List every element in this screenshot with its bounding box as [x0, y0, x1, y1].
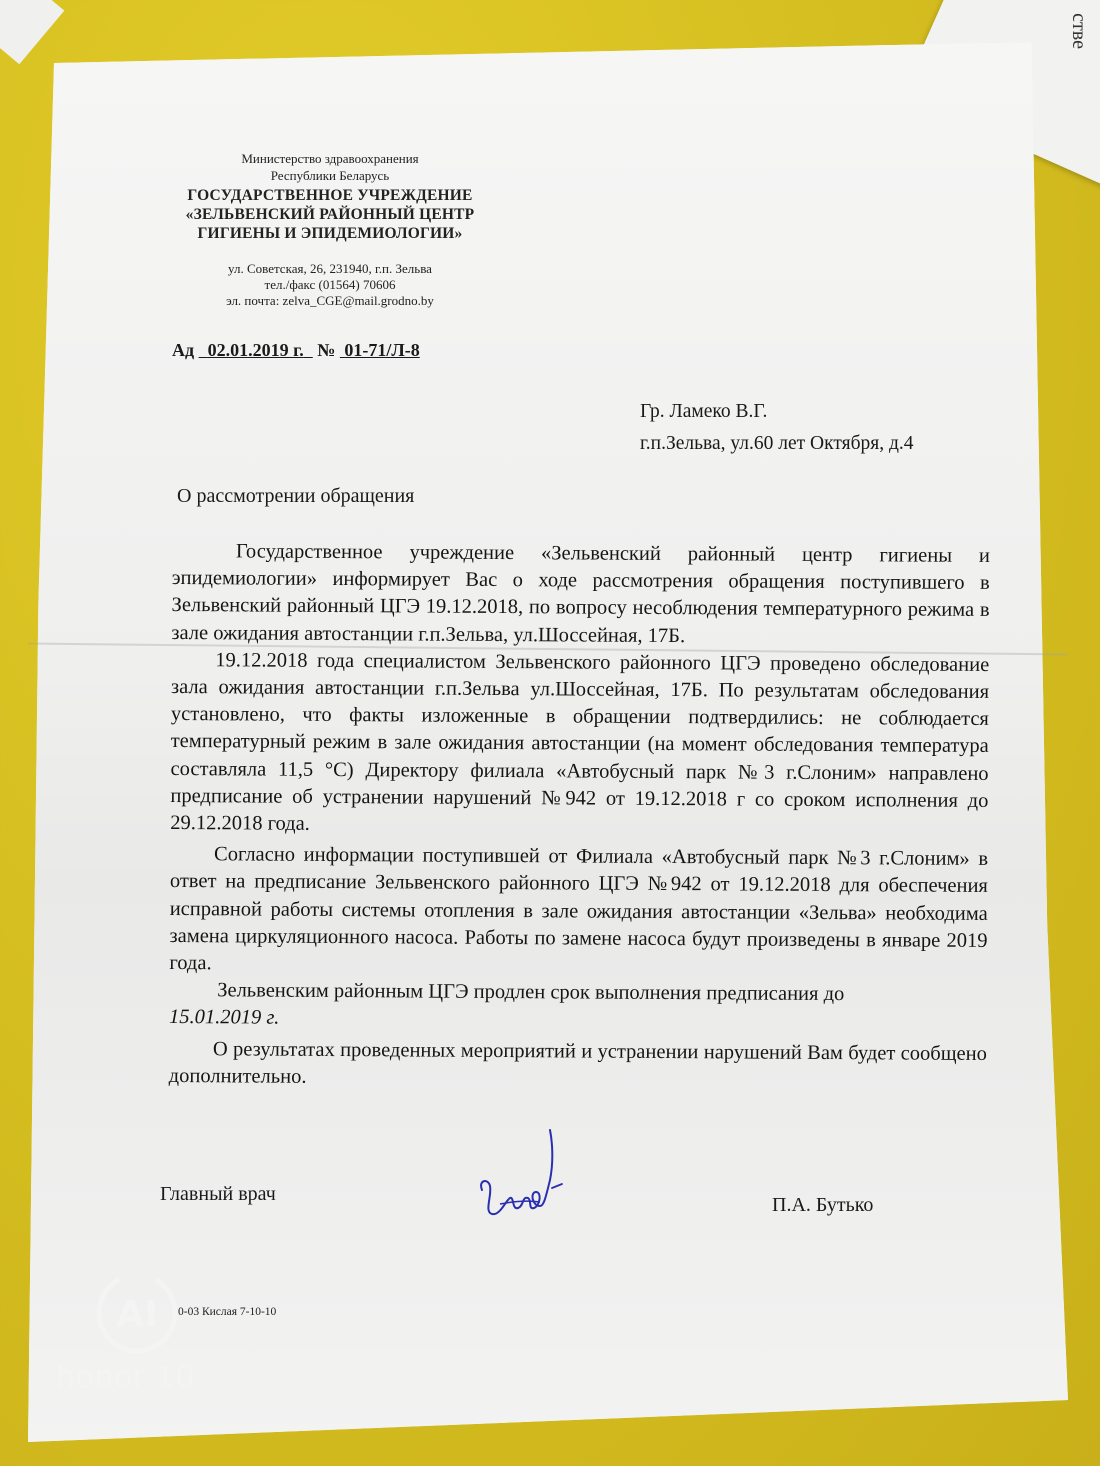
body-paragraph-4: Зельвенским районным ЦГЭ продлен срок выполнения предписания до: [217, 979, 845, 1006]
handwritten-signature: [470, 1120, 580, 1230]
letter-subject: О рассмотрении обращения: [177, 485, 415, 507]
recipient-name: Гр. Ламеко В.Г.: [640, 401, 768, 422]
registration-prefix: Ад: [172, 340, 195, 360]
body-paragraph-3: Согласно информации поступившей от Филиала «Автобусный парк №3 г.Слоним» в ответ на предписание Зельвенского районного ЦГЭ №942 от 19.12.2018 для обеспечения исправной работы системы отопления в зале ожидания автостанции «Зельва» необходима замена циркуляционного насоса. Работы по замене насоса будут произведены в январе 2019 года.: [169, 843, 989, 975]
org-name-line-2: «ЗЕЛЬВЕНСКИЙ РАЙОННЫЙ ЦЕНТР: [185, 206, 475, 223]
ai-camera-icon: [92, 1268, 182, 1358]
background-paper-corner-left: [0, 0, 64, 64]
org-name-line-3: ГИГИЕНЫ И ЭПИДЕМИОЛОГИИ»: [197, 225, 463, 242]
ministry-line-2: Республики Беларусь: [270, 168, 390, 183]
registration-date: 02.01.2019 г.: [207, 340, 304, 360]
corner-paper-text: стве: [1068, 13, 1091, 49]
signatory-title: Главный врач: [160, 1183, 276, 1205]
org-phone: тел./факс (01564) 70606: [264, 277, 396, 292]
org-address: ул. Советская, 26, 231940, г.п. Зельва: [228, 261, 432, 276]
registration-number-sign: №: [317, 340, 336, 360]
footer-executor: 0-03 Кислая 7-10-10: [178, 1306, 277, 1318]
watermark-device-name: honor 10: [56, 1360, 195, 1395]
recipient-address: г.п.Зельва, ул.60 лет Октября, д.4: [640, 433, 914, 454]
registration-number: 01-71/Л-8: [344, 340, 420, 360]
org-name-line-1: ГОСУДАРСТВЕННОЕ УЧРЕЖДЕНИЕ: [187, 187, 473, 204]
org-email: эл. почта: zelva_CGE@mail.grodno.by: [226, 293, 434, 308]
body-paragraph-1: Государственное учреждение «Зельвенский районный центр гигиены и эпидемиологии» информирует Вас о ходе рассмотрения обращения поступившего в Зельвенский районный ЦГЭ 19.12.2018, по вопросу несоблюдения температурного режима в зале ожидания автостанции г.п.Зельва, ул.Шоссейная, 17Б.: [171, 540, 990, 647]
extended-deadline: 15.01.2019 г.: [169, 1006, 280, 1030]
signatory-name: П.А. Бутько: [772, 1194, 874, 1216]
letter-body: [169, 538, 990, 1095]
watermark-logo-text: AI: [116, 1294, 158, 1335]
ministry-line-1: Министерство здравоохранения: [241, 151, 419, 166]
registration-line: [172, 340, 420, 361]
body-paragraph-2: 19.12.2018 года специалистом Зельвенского районного ЦГЭ проведено обследование зала ожидания автостанции г.п.Зельва ул.Шоссейная, 17Б. По результатам обследования установлено, что факты изложенные в обращении подтвердились: не соблюдается температурный режим в зале ожидания автостанции (на момент обследования температура составляла 11,5 °С) Директору филиала «Автобусный парк №3 г.Слоним» направлено предписание об устранении нарушений №942 от 19.12.2018 г со сроком исполнения до 29.12.2018 года.: [170, 649, 990, 835]
body-paragraph-5: О результатах проведенных мероприятий и устранении нарушений Вам будет сообщено дополнительно.: [168, 1037, 987, 1088]
